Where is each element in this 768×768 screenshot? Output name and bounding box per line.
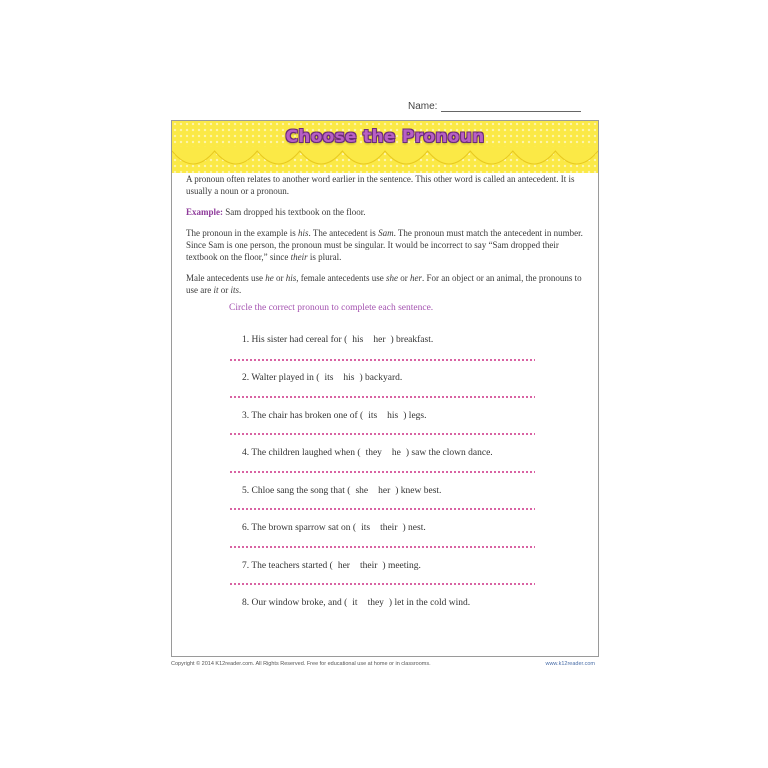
option-its[interactable]: its <box>324 373 334 383</box>
option-his[interactable]: his <box>387 411 399 421</box>
name-blank-line[interactable] <box>441 101 581 112</box>
question-6: 6. The brown sparrow sat on ( its their ) nest. <box>242 523 426 533</box>
dotted-divider <box>229 433 535 435</box>
instructions: Circle the correct pronoun to complete each sentence. <box>229 303 434 313</box>
intro-section <box>186 173 584 305</box>
question-7: 7. The teachers started ( her their ) meeting. <box>242 561 421 571</box>
question-3: 3. The chair has broken one of ( its his ) legs. <box>242 411 427 421</box>
option-their[interactable]: their <box>380 523 398 533</box>
explanation-paragraph: The pronoun in the example is his. The antecedent is Sam. The pronoun must match the antecedent in number. Since Sam is one person, the pronoun must be singular. It would be incorrect to say “Sam dropped their textbook on the floor,” since their is plural. <box>186 228 583 262</box>
example-line <box>186 206 584 218</box>
page-title: Choose the Pronoun <box>285 127 485 147</box>
option-his[interactable]: his <box>352 335 364 345</box>
intro-paragraph: A pronoun often relates to another word earlier in the sentence. This other word is called an antecedent. It is usually a noun or a pronoun. <box>186 174 575 196</box>
question-1: 1. His sister had cereal for ( his her ) breakfast. <box>242 335 434 345</box>
worksheet <box>171 120 599 657</box>
dotted-divider <box>229 359 535 361</box>
dotted-divider <box>229 471 535 473</box>
option-he[interactable]: he <box>391 448 401 458</box>
site-link[interactable]: www.k12reader.com <box>545 661 595 667</box>
question-5: 5. Chloe sang the song that ( she her ) knew best. <box>242 486 442 496</box>
example-label: Example: <box>186 207 223 217</box>
option-her[interactable]: her <box>337 561 350 571</box>
option-they[interactable]: they <box>367 598 384 608</box>
option-their[interactable]: their <box>359 561 378 571</box>
option-its[interactable]: its <box>361 523 371 533</box>
name-field[interactable] <box>408 101 581 112</box>
dotted-divider <box>229 396 535 398</box>
question-4: 4. The children laughed when ( they he ) saw the clown dance. <box>242 448 493 458</box>
dotted-divider <box>229 583 535 585</box>
example-text: Sam dropped his textbook on the floor. <box>225 207 366 217</box>
option-its[interactable]: its <box>368 411 378 421</box>
option-her[interactable]: her <box>378 486 391 496</box>
question-2: 2. Walter played in ( its his ) backyard. <box>242 373 403 383</box>
name-label: Name: <box>408 101 438 112</box>
option-she[interactable]: she <box>355 486 369 496</box>
option-they[interactable]: they <box>365 448 382 458</box>
option-it[interactable]: it <box>352 598 358 608</box>
dotted-divider <box>229 508 535 510</box>
question-8: 8. Our window broke, and ( it they ) let in the cold wind. <box>242 598 471 608</box>
copyright-text: Copyright © 2014 K12reader.com. All Rights Reserved. Free for educational use at home or in classrooms. <box>171 661 431 667</box>
option-his[interactable]: his <box>343 373 355 383</box>
dotted-divider <box>229 546 535 548</box>
rule-paragraph: Male antecedents use he or his, female antecedents use she or her. For an object or an animal, the pronouns to use are it or its. <box>186 273 582 295</box>
footer <box>171 661 599 667</box>
option-her[interactable]: her <box>373 335 386 345</box>
